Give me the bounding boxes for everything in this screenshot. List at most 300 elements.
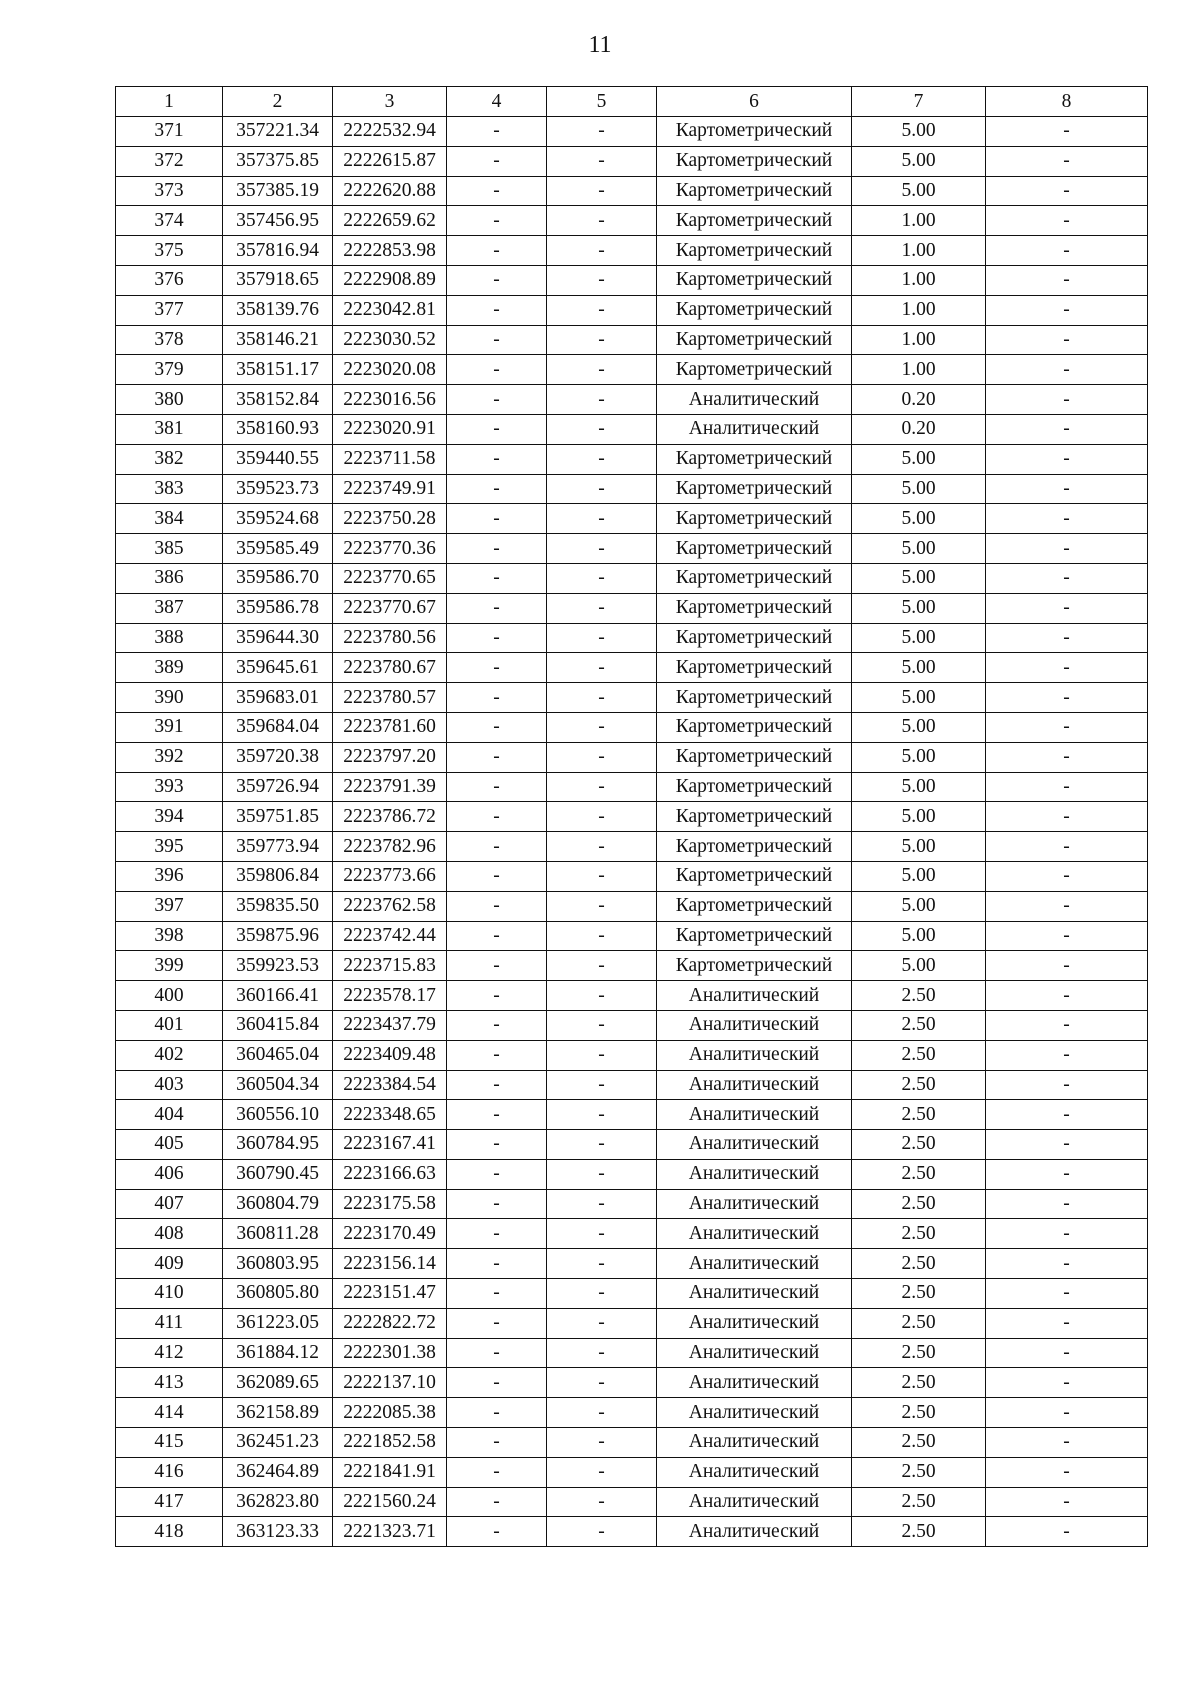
cell-accuracy: 2.50 (852, 1279, 986, 1309)
cell-col-4: - (447, 1487, 547, 1517)
cell-coord-y: 2223711.58 (333, 444, 447, 474)
cell-col-8: - (986, 832, 1148, 862)
cell-method: Аналитический (657, 1398, 852, 1428)
cell-col-5: - (547, 563, 657, 593)
cell-accuracy: 2.50 (852, 1428, 986, 1458)
cell-method: Аналитический (657, 1487, 852, 1517)
cell-col-5: - (547, 1219, 657, 1249)
cell-col-4: - (447, 593, 547, 623)
cell-col-4: - (447, 1189, 547, 1219)
cell-method: Аналитический (657, 1368, 852, 1398)
cell-point-number: 388 (116, 623, 223, 653)
table-row (116, 1428, 1148, 1458)
cell-col-4: - (447, 1279, 547, 1309)
cell-point-number: 389 (116, 653, 223, 683)
cell-coord-x: 357221.34 (223, 117, 333, 147)
cell-point-number: 414 (116, 1398, 223, 1428)
cell-coord-y: 2223780.57 (333, 683, 447, 713)
cell-point-number: 400 (116, 981, 223, 1011)
table-row (116, 891, 1148, 921)
cell-coord-x: 359835.50 (223, 891, 333, 921)
cell-coord-x: 358146.21 (223, 325, 333, 355)
cell-point-number: 372 (116, 146, 223, 176)
table-row (116, 593, 1148, 623)
cell-col-4: - (447, 951, 547, 981)
table-row (116, 295, 1148, 325)
cell-method: Картометрический (657, 504, 852, 534)
cell-method: Аналитический (657, 1130, 852, 1160)
cell-coord-y: 2223770.36 (333, 534, 447, 564)
cell-col-4: - (447, 1100, 547, 1130)
cell-accuracy: 5.00 (852, 951, 986, 981)
cell-col-4: - (447, 653, 547, 683)
cell-coord-y: 2223166.63 (333, 1159, 447, 1189)
table-row (116, 1308, 1148, 1338)
table-row (116, 1279, 1148, 1309)
cell-coord-y: 2222137.10 (333, 1368, 447, 1398)
cell-accuracy: 5.00 (852, 146, 986, 176)
cell-method: Аналитический (657, 1338, 852, 1368)
cell-method: Аналитический (657, 1070, 852, 1100)
cell-coord-y: 2223797.20 (333, 742, 447, 772)
cell-coord-y: 2222908.89 (333, 265, 447, 295)
cell-point-number: 397 (116, 891, 223, 921)
cell-coord-y: 2221841.91 (333, 1457, 447, 1487)
table-row (116, 1100, 1148, 1130)
cell-col-8: - (986, 1308, 1148, 1338)
table-row (116, 1517, 1148, 1547)
cell-accuracy: 2.50 (852, 1040, 986, 1070)
cell-col-4: - (447, 1457, 547, 1487)
cell-coord-y: 2221560.24 (333, 1487, 447, 1517)
cell-point-number: 395 (116, 832, 223, 862)
cell-coord-x: 358160.93 (223, 414, 333, 444)
cell-method: Аналитический (657, 1279, 852, 1309)
cell-coord-y: 2223762.58 (333, 891, 447, 921)
cell-col-4: - (447, 1010, 547, 1040)
cell-point-number: 410 (116, 1279, 223, 1309)
cell-method: Картометрический (657, 325, 852, 355)
cell-method: Картометрический (657, 593, 852, 623)
cell-coord-x: 360415.84 (223, 1010, 333, 1040)
cell-col-8: - (986, 772, 1148, 802)
cell-col-8: - (986, 1279, 1148, 1309)
cell-col-5: - (547, 802, 657, 832)
cell-coord-y: 2223156.14 (333, 1249, 447, 1279)
cell-col-8: - (986, 1189, 1148, 1219)
cell-col-8: - (986, 414, 1148, 444)
cell-accuracy: 5.00 (852, 742, 986, 772)
cell-point-number: 406 (116, 1159, 223, 1189)
cell-point-number: 412 (116, 1338, 223, 1368)
cell-col-4: - (447, 1368, 547, 1398)
cell-coord-x: 359644.30 (223, 623, 333, 653)
cell-accuracy: 5.00 (852, 891, 986, 921)
cell-coord-x: 360805.80 (223, 1279, 333, 1309)
cell-coord-x: 357456.95 (223, 206, 333, 236)
page-number: 11 (588, 32, 612, 58)
cell-coord-y: 2223175.58 (333, 1189, 447, 1219)
cell-method: Картометрический (657, 891, 852, 921)
cell-col-4: - (447, 802, 547, 832)
table-row (116, 832, 1148, 862)
table-row (116, 742, 1148, 772)
cell-col-8: - (986, 1398, 1148, 1428)
cell-accuracy: 0.20 (852, 385, 986, 415)
cell-col-8: - (986, 295, 1148, 325)
cell-col-5: - (547, 1070, 657, 1100)
cell-method: Аналитический (657, 1189, 852, 1219)
cell-accuracy: 5.00 (852, 444, 986, 474)
cell-col-4: - (447, 1428, 547, 1458)
cell-point-number: 417 (116, 1487, 223, 1517)
table-row (116, 236, 1148, 266)
cell-method: Картометрический (657, 623, 852, 653)
cell-col-4: - (447, 236, 547, 266)
cell-col-8: - (986, 1219, 1148, 1249)
cell-accuracy: 1.00 (852, 236, 986, 266)
cell-coord-y: 2222532.94 (333, 117, 447, 147)
cell-accuracy: 5.00 (852, 832, 986, 862)
table-row (116, 534, 1148, 564)
cell-method: Аналитический (657, 1457, 852, 1487)
cell-point-number: 386 (116, 563, 223, 593)
table-row (116, 861, 1148, 891)
cell-col-5: - (547, 1130, 657, 1160)
cell-col-5: - (547, 832, 657, 862)
cell-accuracy: 2.50 (852, 1338, 986, 1368)
table-row (116, 1219, 1148, 1249)
table-row (116, 683, 1148, 713)
cell-col-5: - (547, 951, 657, 981)
cell-accuracy: 2.50 (852, 1457, 986, 1487)
cell-method: Аналитический (657, 414, 852, 444)
cell-col-4: - (447, 504, 547, 534)
cell-col-5: - (547, 265, 657, 295)
cell-point-number: 394 (116, 802, 223, 832)
cell-coord-y: 2223750.28 (333, 504, 447, 534)
cell-col-5: - (547, 623, 657, 653)
cell-point-number: 393 (116, 772, 223, 802)
cell-coord-x: 359440.55 (223, 444, 333, 474)
cell-method: Картометрический (657, 653, 852, 683)
cell-col-8: - (986, 176, 1148, 206)
cell-coord-x: 359586.70 (223, 563, 333, 593)
table-row (116, 981, 1148, 1011)
cell-col-4: - (447, 683, 547, 713)
cell-coord-y: 2223030.52 (333, 325, 447, 355)
cell-col-5: - (547, 653, 657, 683)
cell-point-number: 382 (116, 444, 223, 474)
cell-col-8: - (986, 206, 1148, 236)
cell-col-8: - (986, 1100, 1148, 1130)
cell-col-5: - (547, 1487, 657, 1517)
cell-coord-y: 2223151.47 (333, 1279, 447, 1309)
cell-col-4: - (447, 1070, 547, 1100)
cell-accuracy: 5.00 (852, 176, 986, 206)
cell-method: Картометрический (657, 295, 852, 325)
cell-coord-y: 2223782.96 (333, 832, 447, 862)
cell-coord-x: 359726.94 (223, 772, 333, 802)
cell-col-4: - (447, 1338, 547, 1368)
cell-col-4: - (447, 1517, 547, 1547)
cell-coord-x: 360803.95 (223, 1249, 333, 1279)
cell-col-5: - (547, 534, 657, 564)
cell-coord-y: 2222822.72 (333, 1308, 447, 1338)
cell-coord-x: 359684.04 (223, 712, 333, 742)
cell-point-number: 401 (116, 1010, 223, 1040)
cell-col-8: - (986, 117, 1148, 147)
cell-coord-x: 359586.78 (223, 593, 333, 623)
cell-coord-y: 2223016.56 (333, 385, 447, 415)
cell-accuracy: 5.00 (852, 772, 986, 802)
cell-col-8: - (986, 1040, 1148, 1070)
cell-method: Аналитический (657, 1100, 852, 1130)
cell-col-4: - (447, 861, 547, 891)
table-row (116, 1189, 1148, 1219)
cell-col-4: - (447, 772, 547, 802)
cell-col-5: - (547, 1189, 657, 1219)
table-header (116, 87, 1148, 117)
cell-col-8: - (986, 563, 1148, 593)
cell-method: Картометрический (657, 206, 852, 236)
cell-coord-x: 359875.96 (223, 921, 333, 951)
cell-col-8: - (986, 1487, 1148, 1517)
cell-col-5: - (547, 1457, 657, 1487)
cell-point-number: 408 (116, 1219, 223, 1249)
table-row (116, 563, 1148, 593)
cell-accuracy: 5.00 (852, 653, 986, 683)
cell-method: Картометрический (657, 563, 852, 593)
cell-coord-x: 360556.10 (223, 1100, 333, 1130)
cell-col-5: - (547, 1338, 657, 1368)
cell-col-4: - (447, 891, 547, 921)
cell-coord-x: 360804.79 (223, 1189, 333, 1219)
cell-accuracy: 5.00 (852, 534, 986, 564)
cell-accuracy: 2.50 (852, 1189, 986, 1219)
cell-point-number: 416 (116, 1457, 223, 1487)
cell-point-number: 391 (116, 712, 223, 742)
cell-col-8: - (986, 712, 1148, 742)
cell-method: Картометрический (657, 861, 852, 891)
cell-coord-y: 2223780.56 (333, 623, 447, 653)
cell-accuracy: 2.50 (852, 1100, 986, 1130)
cell-coord-x: 360465.04 (223, 1040, 333, 1070)
table-row (116, 385, 1148, 415)
cell-coord-y: 2222853.98 (333, 236, 447, 266)
cell-col-8: - (986, 593, 1148, 623)
cell-point-number: 379 (116, 355, 223, 385)
column-header-5: 5 (547, 87, 657, 117)
cell-point-number: 383 (116, 474, 223, 504)
cell-coord-x: 359806.84 (223, 861, 333, 891)
cell-col-4: - (447, 295, 547, 325)
cell-accuracy: 5.00 (852, 593, 986, 623)
cell-coord-x: 362451.23 (223, 1428, 333, 1458)
cell-col-5: - (547, 504, 657, 534)
cell-coord-y: 2223791.39 (333, 772, 447, 802)
cell-coord-y: 2223770.65 (333, 563, 447, 593)
cell-col-5: - (547, 1517, 657, 1547)
cell-col-8: - (986, 534, 1148, 564)
cell-col-4: - (447, 1249, 547, 1279)
cell-col-8: - (986, 474, 1148, 504)
cell-method: Картометрический (657, 683, 852, 713)
cell-col-8: - (986, 385, 1148, 415)
cell-col-5: - (547, 1249, 657, 1279)
cell-accuracy: 5.00 (852, 921, 986, 951)
cell-col-8: - (986, 1159, 1148, 1189)
cell-col-5: - (547, 593, 657, 623)
table-row (116, 1457, 1148, 1487)
cell-col-8: - (986, 921, 1148, 951)
cell-col-5: - (547, 176, 657, 206)
cell-point-number: 418 (116, 1517, 223, 1547)
cell-col-8: - (986, 1368, 1148, 1398)
cell-accuracy: 2.50 (852, 981, 986, 1011)
cell-coord-y: 2222085.38 (333, 1398, 447, 1428)
table-row (116, 1010, 1148, 1040)
cell-point-number: 399 (116, 951, 223, 981)
cell-coord-y: 2222615.87 (333, 146, 447, 176)
cell-coord-x: 357918.65 (223, 265, 333, 295)
cell-col-5: - (547, 742, 657, 772)
cell-point-number: 409 (116, 1249, 223, 1279)
cell-accuracy: 5.00 (852, 117, 986, 147)
cell-method: Аналитический (657, 385, 852, 415)
cell-accuracy: 5.00 (852, 474, 986, 504)
cell-coord-x: 359523.73 (223, 474, 333, 504)
cell-col-4: - (447, 832, 547, 862)
cell-col-8: - (986, 1249, 1148, 1279)
cell-col-4: - (447, 1040, 547, 1070)
cell-point-number: 405 (116, 1130, 223, 1160)
cell-col-5: - (547, 355, 657, 385)
cell-method: Картометрический (657, 474, 852, 504)
cell-col-8: - (986, 1338, 1148, 1368)
cell-coord-x: 359585.49 (223, 534, 333, 564)
cell-method: Аналитический (657, 1159, 852, 1189)
cell-col-4: - (447, 146, 547, 176)
cell-col-8: - (986, 802, 1148, 832)
cell-coord-y: 2223786.72 (333, 802, 447, 832)
table-row (116, 1368, 1148, 1398)
cell-coord-y: 2223773.66 (333, 861, 447, 891)
cell-col-5: - (547, 1040, 657, 1070)
cell-method: Картометрический (657, 534, 852, 564)
cell-point-number: 411 (116, 1308, 223, 1338)
cell-accuracy: 1.00 (852, 295, 986, 325)
column-header-4: 4 (447, 87, 547, 117)
table-row (116, 1398, 1148, 1428)
cell-point-number: 398 (116, 921, 223, 951)
cell-col-8: - (986, 623, 1148, 653)
cell-col-5: - (547, 146, 657, 176)
cell-coord-y: 2222620.88 (333, 176, 447, 206)
cell-col-8: - (986, 1517, 1148, 1547)
table-row (116, 474, 1148, 504)
cell-coord-y: 2223170.49 (333, 1219, 447, 1249)
column-header-1: 1 (116, 87, 223, 117)
cell-coord-x: 359923.53 (223, 951, 333, 981)
cell-col-8: - (986, 325, 1148, 355)
cell-col-5: - (547, 891, 657, 921)
coordinates-table (115, 86, 1148, 1547)
cell-col-4: - (447, 1219, 547, 1249)
cell-col-4: - (447, 623, 547, 653)
cell-col-5: - (547, 861, 657, 891)
cell-coord-x: 361884.12 (223, 1338, 333, 1368)
cell-col-5: - (547, 1398, 657, 1428)
cell-col-5: - (547, 325, 657, 355)
cell-col-8: - (986, 355, 1148, 385)
cell-method: Картометрический (657, 355, 852, 385)
cell-coord-x: 359645.61 (223, 653, 333, 683)
cell-coord-x: 362089.65 (223, 1368, 333, 1398)
cell-col-8: - (986, 1457, 1148, 1487)
cell-coord-y: 2223167.41 (333, 1130, 447, 1160)
cell-method: Картометрический (657, 742, 852, 772)
cell-col-4: - (447, 534, 547, 564)
cell-coord-y: 2223437.79 (333, 1010, 447, 1040)
cell-coord-x: 360790.45 (223, 1159, 333, 1189)
cell-coord-x: 360811.28 (223, 1219, 333, 1249)
cell-col-4: - (447, 1308, 547, 1338)
cell-col-5: - (547, 236, 657, 266)
table-row (116, 1338, 1148, 1368)
table-row (116, 265, 1148, 295)
cell-col-8: - (986, 504, 1148, 534)
table-row (116, 921, 1148, 951)
cell-col-4: - (447, 355, 547, 385)
column-header-3: 3 (333, 87, 447, 117)
cell-coord-x: 360504.34 (223, 1070, 333, 1100)
cell-col-4: - (447, 444, 547, 474)
cell-point-number: 415 (116, 1428, 223, 1458)
cell-coord-x: 359720.38 (223, 742, 333, 772)
cell-accuracy: 1.00 (852, 206, 986, 236)
cell-coord-y: 2223715.83 (333, 951, 447, 981)
table-row (116, 1070, 1148, 1100)
cell-col-5: - (547, 206, 657, 236)
cell-coord-x: 358151.17 (223, 355, 333, 385)
cell-coord-y: 2223578.17 (333, 981, 447, 1011)
cell-method: Аналитический (657, 1040, 852, 1070)
cell-accuracy: 5.00 (852, 563, 986, 593)
cell-col-8: - (986, 265, 1148, 295)
cell-col-8: - (986, 444, 1148, 474)
cell-col-4: - (447, 206, 547, 236)
cell-method: Картометрический (657, 712, 852, 742)
cell-accuracy: 2.50 (852, 1398, 986, 1428)
cell-col-4: - (447, 474, 547, 504)
table-row (116, 444, 1148, 474)
table-body (116, 117, 1148, 1547)
header-row (116, 87, 1148, 117)
cell-method: Картометрический (657, 832, 852, 862)
cell-coord-y: 2222301.38 (333, 1338, 447, 1368)
column-header-6: 6 (657, 87, 852, 117)
cell-point-number: 407 (116, 1189, 223, 1219)
cell-accuracy: 2.50 (852, 1219, 986, 1249)
cell-col-5: - (547, 683, 657, 713)
cell-col-8: - (986, 981, 1148, 1011)
cell-accuracy: 2.50 (852, 1249, 986, 1279)
cell-method: Картометрический (657, 146, 852, 176)
cell-col-8: - (986, 683, 1148, 713)
cell-accuracy: 2.50 (852, 1010, 986, 1040)
cell-coord-y: 2221852.58 (333, 1428, 447, 1458)
